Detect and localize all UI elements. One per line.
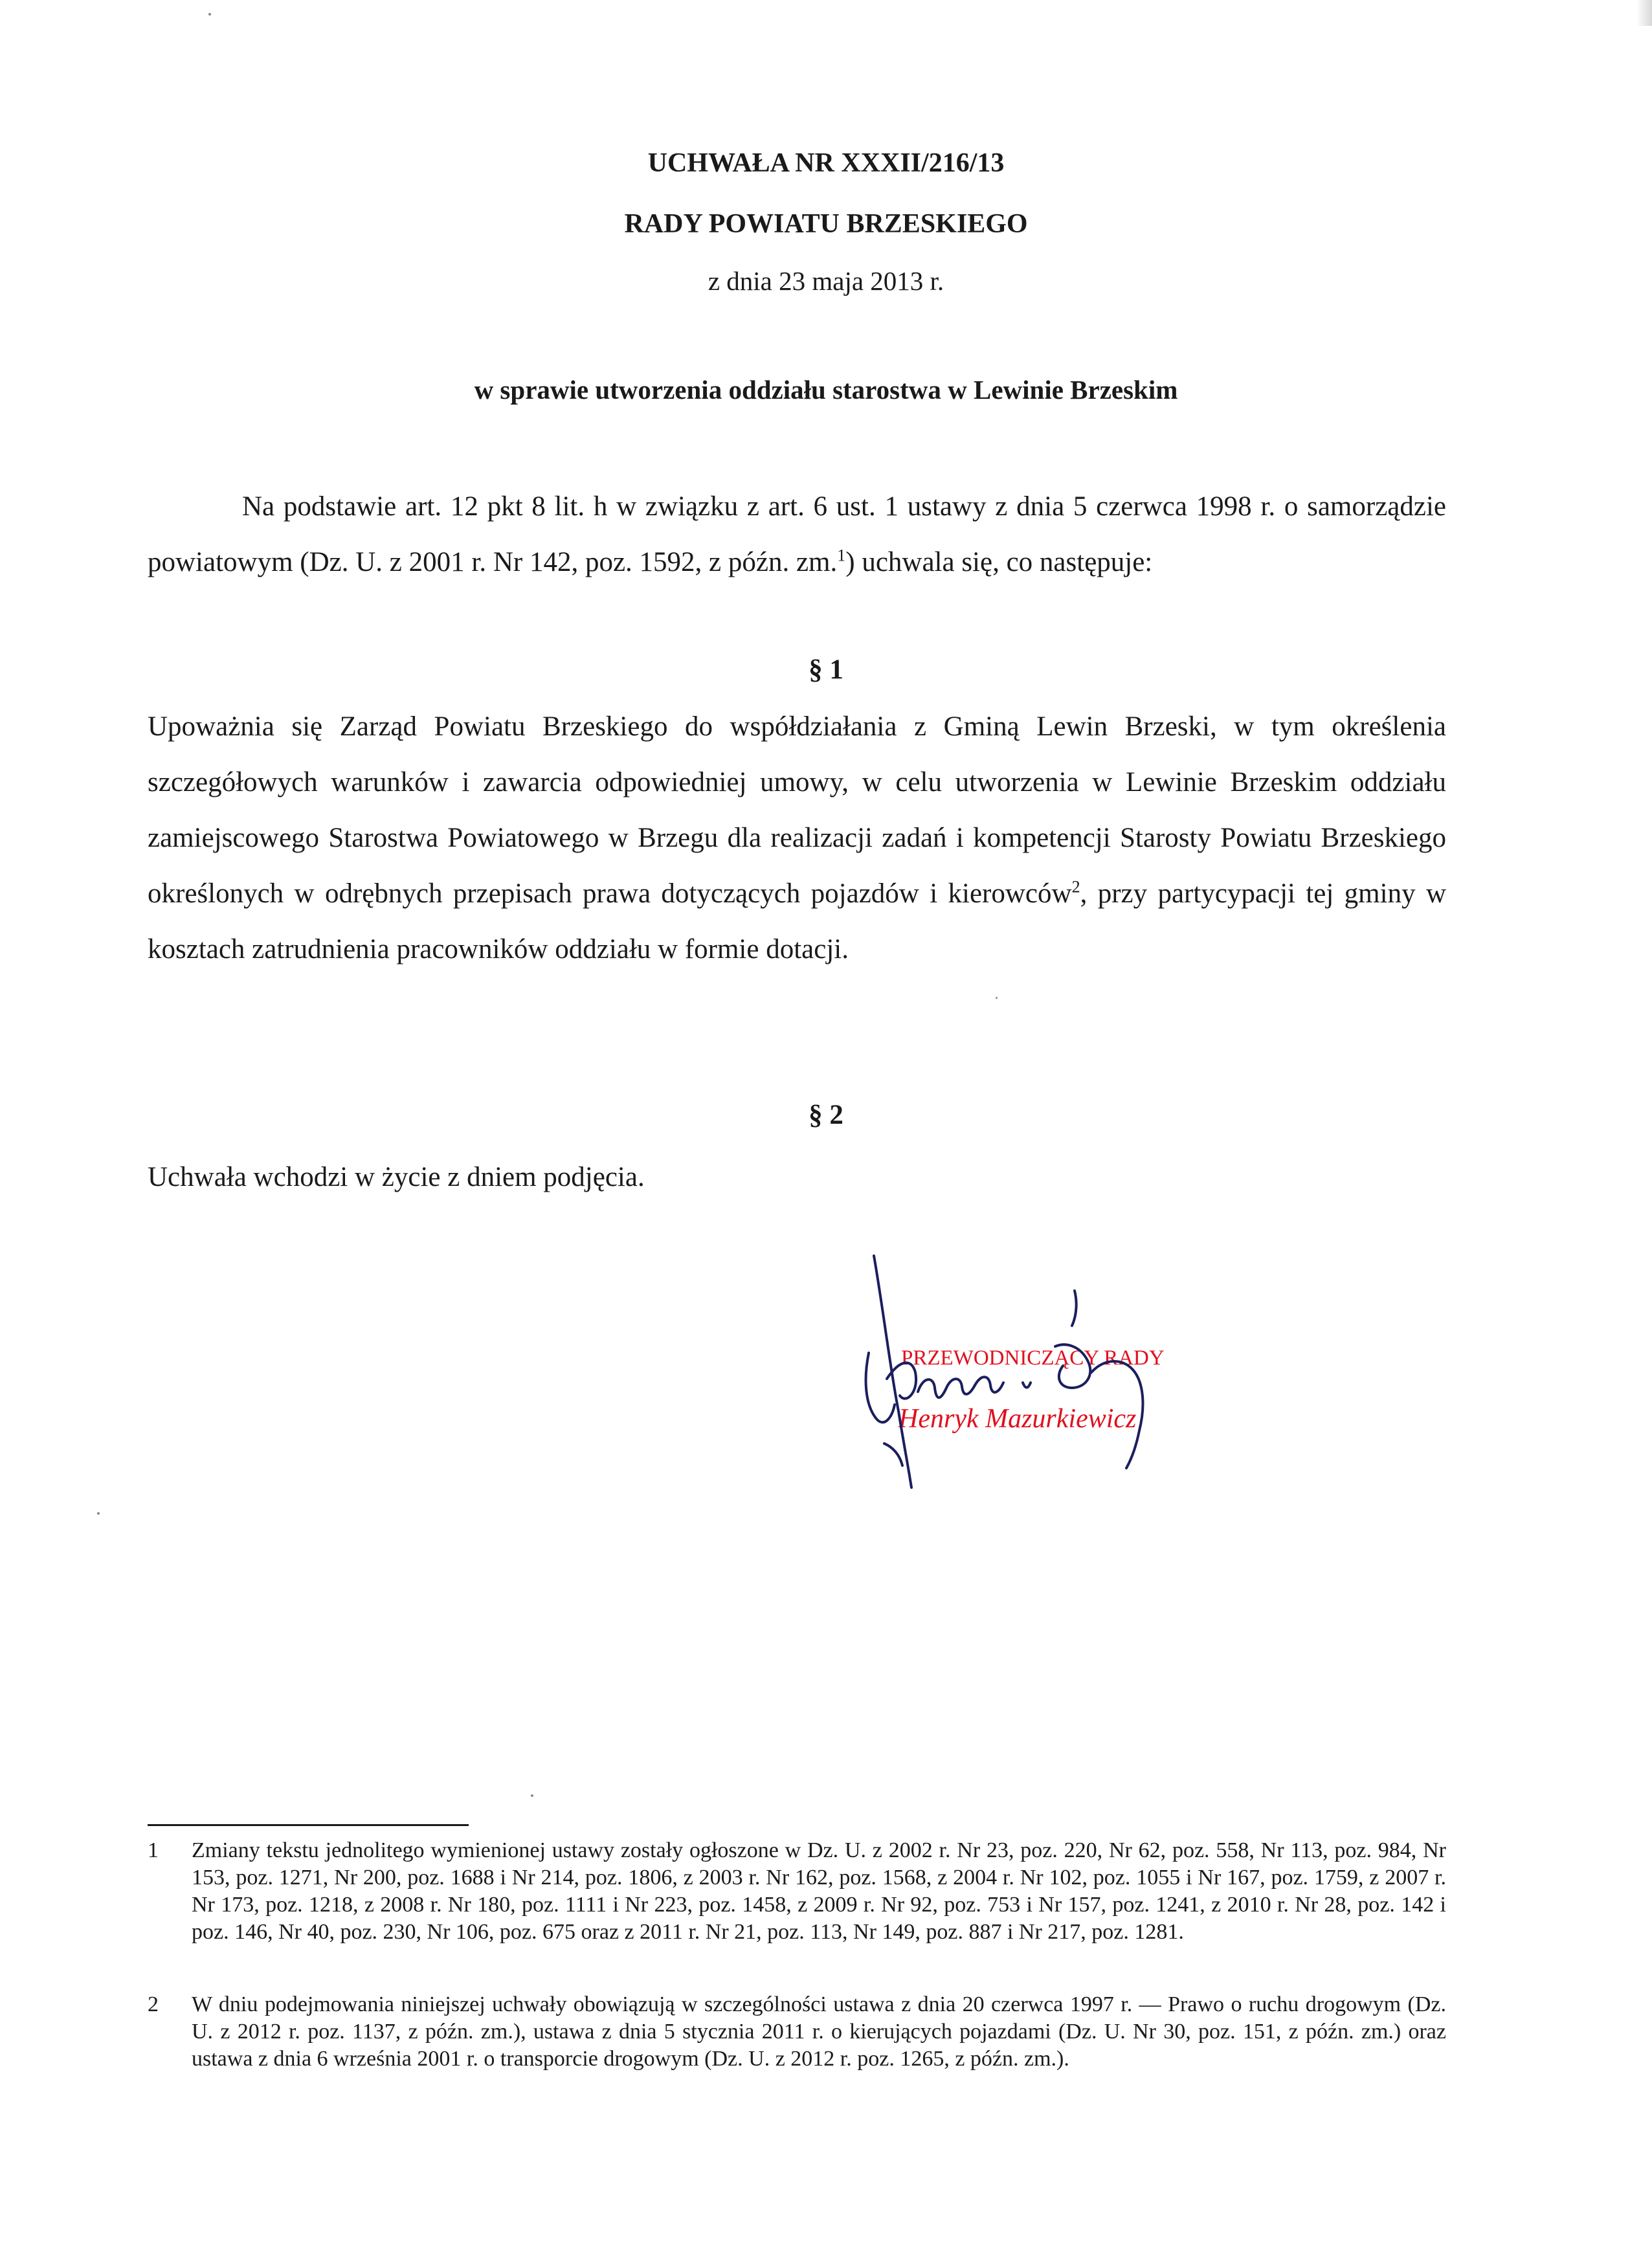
stamp-name: Henryk Mazurkiewicz (899, 1404, 1137, 1434)
footnote-ref-2: 2 (1071, 877, 1080, 897)
footnote-1-number: 1 (148, 1838, 159, 1862)
intro-text-end: ) uchwala się, co następuje: (845, 547, 1153, 577)
section-1-text-end: , przy partycypacji tej gminy w kosztach zatrudnienia pracowników oddziału w formie dotacji. (148, 878, 1446, 964)
scan-speck (97, 1512, 100, 1515)
scan-speck (996, 997, 998, 999)
signature-stamp (861, 1249, 1223, 1502)
footnote-1-text: Zmiany tekstu jednolitego wymienionej ustawy zostały ogłoszone w Dz. U. z 2002 r. Nr 23, poz. 220, Nr 62, poz. 558, Nr 113, poz. 984, Nr 153, poz. 1271, Nr 200, poz. 1688 i Nr 214, poz. 1806, z 2003 r. Nr 162, poz. 1568, z 2004 r. Nr 102, poz. 1055 i Nr 167, poz. 1759, z 2007 r. Nr 173, poz. 1218, z 2008 r. Nr 180, poz. 1111 i Nr 223, poz. 1458, z 2009 r. Nr 92, poz. 753 i Nr 157, poz. 1241, z 2010 r. Nr 28, poz. 142 i poz. 146, Nr 40, poz. 230, Nr 106, poz. 675 oraz z 2011 r. Nr 21, poz. 113, Nr 149, poz. 887 i Nr 217, poz. 1281. (192, 1838, 1446, 1944)
section-1-body (148, 699, 1446, 977)
resolution-date: z dnia 23 maja 2013 r. (708, 266, 944, 296)
scan-edge-mark (1636, 0, 1652, 26)
resolution-number: UCHWAŁA NR XXXII/216/13 (647, 148, 1005, 178)
scan-speck (531, 1794, 533, 1797)
section-1-text: Upoważnia się Zarząd Powiatu Brzeskiego do współdziałania z Gminą Lewin Brzeski, w tym określenia szczegółowych warunków i zawarcia odpowiedniej umowy, w celu utworzenia w Lewinie Brzeskim oddziału zamiejscowego Starostwa Powiatowego w Brzegu dla realizacji zadań i kompetencji Starosty Powiatu Brzeskiego określonych w odrębnych przepisach prawa dotyczących pojazdów i kierowców (148, 711, 1446, 909)
intro-text: Na podstawie art. 12 pkt 8 lit. h w związku z art. 6 ust. 1 ustawy z dnia 5 czerwca 1998 r. o samorządzie powiatowym (Dz. U. z 2001 r. Nr 142, poz. 1592, z późn. zm. (148, 491, 1446, 577)
stamp-title: PRZEWODNICZĄCY RADY (901, 1346, 1165, 1370)
footnote-ref-1: 1 (837, 546, 846, 565)
section-2-body: Uchwała wchodzi w życie z dniem podjęcia. (148, 1162, 645, 1192)
footnote-2-number: 2 (148, 1992, 159, 2016)
intro-paragraph (148, 479, 1446, 590)
section-1-mark: § 1 (809, 654, 843, 685)
handwritten-signature (861, 1249, 1223, 1502)
resolution-subject: w sprawie utworzenia oddziału starostwa w Lewinie Brzeskim (474, 375, 1178, 405)
council-name: RADY POWIATU BRZESKIEGO (624, 209, 1028, 239)
footnote-2-text: W dniu podejmowania niniejszej uchwały obowiązują w szczególności ustawa z dnia 20 czerwca 1997 r. — Prawo o ruchu drogowym (Dz. U. z 2012 r. poz. 1137, z późn. zm.), ustawa z dnia 5 stycznia 2011 r. o kierujących pojazdami (Dz. U. Nr 30, poz. 151, z późn. zm.) oraz ustawa z dnia 6 września 2001 r. o transporcie drogowym (Dz. U. z 2012 r. poz. 1265, z późn. zm.). (192, 1992, 1446, 2071)
scan-speck (208, 13, 211, 16)
section-2-mark: § 2 (809, 1100, 843, 1130)
footnote-separator (148, 1824, 469, 1826)
